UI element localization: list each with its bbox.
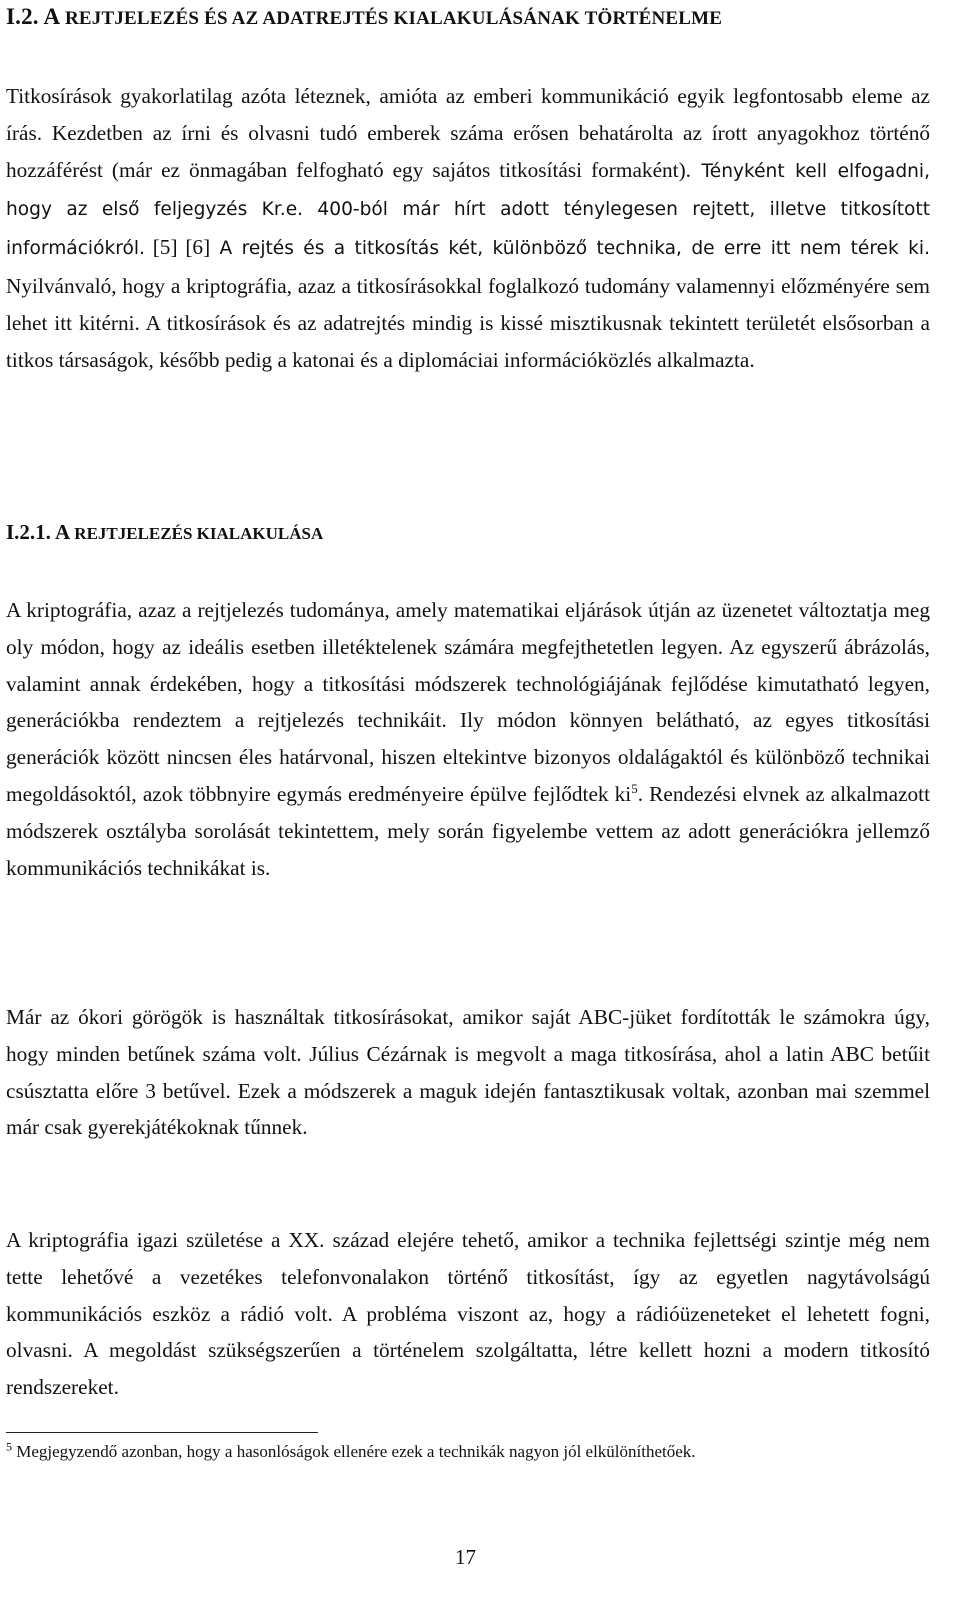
footnote-divider	[6, 1432, 318, 1433]
footnote	[6, 1439, 696, 1462]
reference-marks: [5] [6]	[144, 235, 211, 260]
subsection-heading	[6, 520, 323, 545]
subsection-title: REJTJELEZÉS KIALAKULÁSA	[74, 524, 324, 543]
paragraph-text: A kriptográfia, azaz a rejtjelezés tudománya, amely matematikai eljárások útján az üzenetet változtatja meg oly módon, hogy az ideális esetben illetéktelenek számára megfejthetetlen legyen. Az egyszerű ábrázolás, valamint annak érdekében, hogy a titkosítási módszerek technológiájának fejlődése kimutatható legyen, generációkba rendeztem a rejtjelezés technikáit. Ily módon könnyen belátható, az egyes titkosítási generációk között nincsen éles határvonal, hiszen eltekintve bizonyos oldalágaktól és különböző technikai megoldásoktól, azok többnyire egymás eredményeire épülve fejlődtek ki	[6, 598, 930, 806]
footnote-text: Megjegyzendő azonban, hogy a hasonlóságok ellenére ezek a technikák nagyon jól elkülöníthetőek.	[16, 1442, 696, 1461]
section-number: I.2.	[6, 4, 39, 29]
subsection-initial: A	[55, 520, 70, 544]
heading-title: REJTJELEZÉS ÉS AZ ADATREJTÉS KIALAKULÁSÁNAK TÖRTÉNELME	[64, 8, 723, 29]
intro-text-5: A titkosírások és az adatrejtés mindig is kissé misztikusnak tekintett területét elsősorban a titkos társaságok, később pedig a katonai és a diplomáciai információközlés alkalmazta.	[6, 310, 930, 372]
footnote-reference: 5	[631, 780, 638, 796]
page-number: 17	[455, 1545, 476, 1569]
intro-text-4: Nyilvánvaló, hogy a kriptográfia, azaz a titkosírásokkal foglalkozó tudomány valamennyi előzményére sem lehet itt kitérni.	[6, 273, 930, 335]
body-paragraph-history: Már az ókori görögök is használtak titkosírásokat, amikor saját ABC-jüket fordították le számokra úgy, hogy minden betűnek száma volt. Július Cézárnak is megvolt a maga titkosírása, ahol a latin ABC betűit csúsztatta előre 3 betűvel. Ezek a módszerek a maguk idején fantasztikusak voltak, azonban mai szemmel már csak gyerekjátékoknak tűnnek.	[6, 1005, 930, 1140]
body-paragraph-modern: A kriptográfia igazi születése a XX. század elejére tehető, amikor a technika fejlettségi szintje még nem tette lehetővé a vezetékes telefonvonalakon történő titkosítást, így az egyetlen nagytávolságú kommunikációs eszköz a rádió volt. A probléma viszont az, hogy a rádióüzeneteket el lehetett fogni, olvasni. A megoldást szükségszerűen a történelem szolgáltatta, létre kellett hozni a modern titkosító rendszereket.	[6, 1228, 930, 1400]
intro-text-2: Tényként kell elfogadni, hogy az első feljegyzés Kr.e. 400-ból már hírt adott ténylegesen rejtett, illetve titkosított információkról.	[6, 160, 930, 260]
document-page	[6, 0, 930, 1614]
section-heading	[6, 4, 722, 30]
intro-paragraph	[6, 78, 930, 378]
footnote-marker: 5	[6, 1439, 12, 1454]
paragraph-text-continued: . Rendezési elvnek az alkalmazott módszerek osztályba sorolását tekintettem, mely során figyelembe vettem az adott generációkra jellemző kommunikációs technikákat is.	[6, 781, 930, 880]
subsection-number: I.2.1.	[6, 520, 51, 544]
body-paragraph-cryptography	[6, 592, 930, 886]
intro-text-3: A rejtés és a titkosítás két, különböző technika, de erre itt nem térek ki.	[210, 238, 930, 260]
heading-initial: A	[43, 4, 59, 29]
intro-text-1: Titkosírások gyakorlatilag azóta léteznek, amióta az emberi kommunikáció egyik legfontosabb eleme az írás. Kezdetben az írni és olvasni tudó emberek száma erősen behatárolta az írott anyagokhoz történő hozzáférést (már ez önmagában felfogható egy sajátos titkosítási formaként).	[6, 84, 930, 182]
